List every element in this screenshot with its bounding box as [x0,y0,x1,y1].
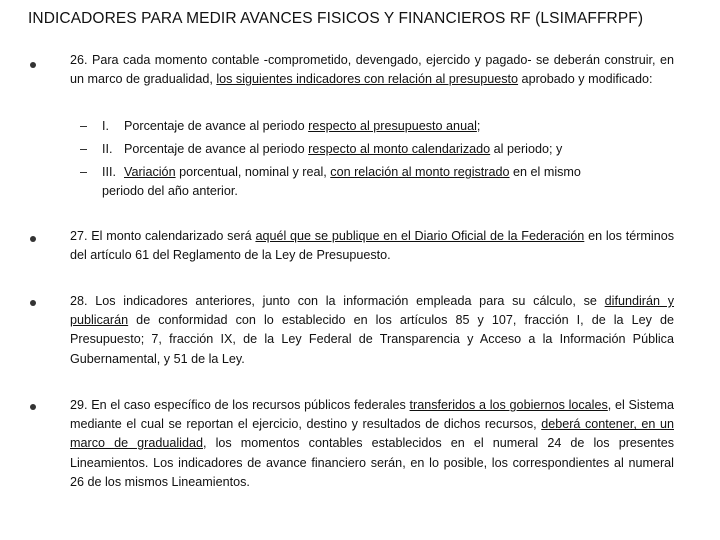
paragraph-26: 26. Para cada momento contable -comprometido, devengado, ejercido y pagado- se deberán construir, en un marco de gradualidad, los siguientes indicadores con relación al presupuesto aprobado y modificado: [70,53,674,87]
bullet-icon [30,236,36,242]
sub-item-iii: – III. Variación porcentual, nominal y real, con relación al monto registrado en el mismo [80,165,581,179]
bullet-icon [30,62,36,68]
paragraph-28: 28. Los indicadores anteriores, junto con la información empleada para su cálculo, se difundirán y publicarán de conformidad con lo establecido en los artículos 85 y 107, fracción I, de la Ley de Presupuesto; 7, fracción IX, de la Ley Federal de Transparencia y Acceso a la Información Pública Gubernamental, y 51 de la Ley. [70,294,675,366]
bullet-icon [30,300,36,306]
sub-item-iii-continued: periodo del año anterior. [102,184,238,198]
page-title: INDICADORES PARA MEDIR AVANCES FISICOS Y FINANCIEROS RF (LSIMAFFRPF) [28,10,644,27]
sub-item-ii: – II. Porcentaje de avance al periodo respecto al monto calendarizado al periodo; y [80,142,563,156]
bullet-icon [30,404,36,410]
sub-item-i: – I. Porcentaje de avance al periodo respecto al presupuesto anual; [80,119,481,133]
paragraph-29: 29. En el caso específico de los recursos públicos federales transferidos a los gobiernos locales, el Sistema mediante el cual se reportan el ejercicio, destino y resultados de dichos recursos, deberá contener, en un marco de gradualidad, los momentos contables establecidos en el numeral 24 de los presentes Lineamientos. Los indicadores de avance financiero serán, en lo posible, los correspondientes al numeral 26 de los mismos Lineamientos. [70,398,675,489]
paragraph-27: 27. El monto calendarizado será aquél que se publique en el Diario Oficial de la Federación en los términos del artículo 61 del Reglamento de la Ley de Presupuesto. [70,229,674,263]
